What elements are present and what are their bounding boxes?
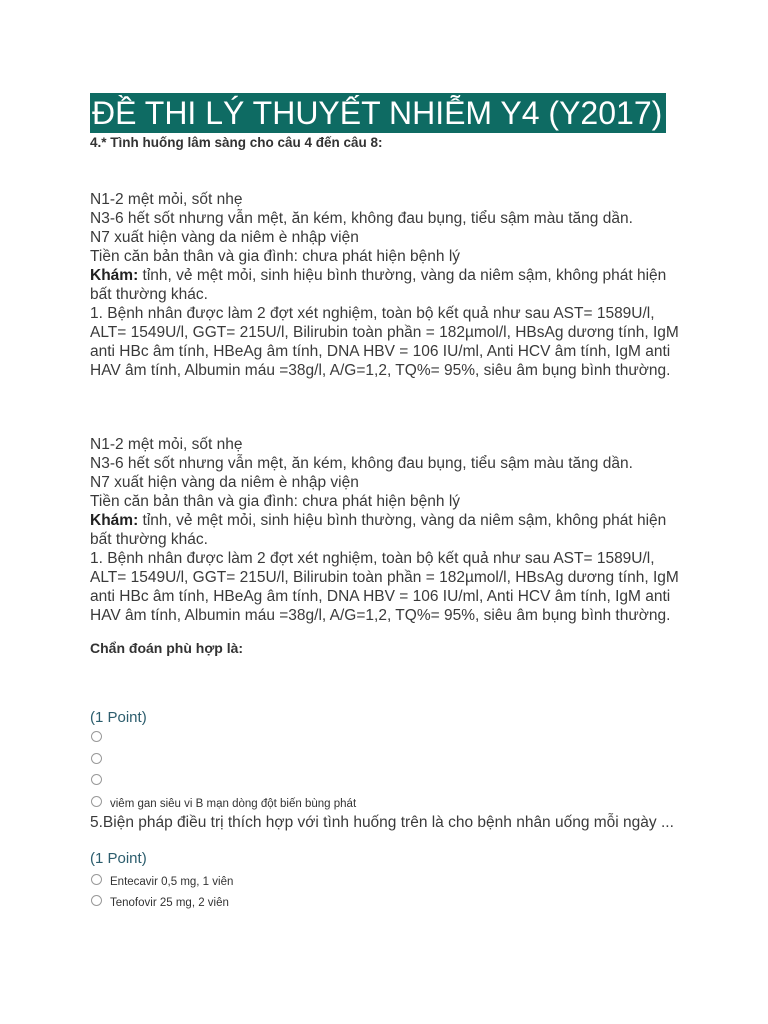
case-exam [90,266,690,304]
question-4-text: Chẩn đoán phù hợp là: [90,640,244,656]
q4-option-4-label: viêm gan siêu vi B mạn dòng đột biến bùng phát [110,798,357,810]
exam-text: tỉnh, vẻ mệt mỏi, sinh hiệu bình thường, vàng da niêm sậm, không phát hiện bất thường khác. [90,267,667,303]
case-block-2 [90,435,690,625]
case-heading: 4.* Tình huống lâm sàng cho câu 4 đến câu 8: [90,135,383,150]
case-block-1 [90,190,690,380]
case-labs: 1. Bệnh nhân được làm 2 đợt xét nghiệm, toàn bộ kết quả như sau AST= 1589U/l, ALT= 1549U/l, GGT= 215U/l, Bilirubin toàn phần = 182µmol/l, HBsAg dương tính, IgM anti HBc âm tính, HBeAg âm tính, DNA HBV = 106 IU/ml, Anti HCV âm tính, IgM anti HAV âm tính, Albumin máu =38g/l, A/G=1,2, TQ%= 95%, siêu âm bụng bình thường. [90,550,679,624]
question-4-points: (1 Point) [90,709,147,726]
exam-label: Khám: [90,267,139,284]
case-line-4: Tiền căn bản thân và gia đình: chưa phát hiện bệnh lý [90,248,461,265]
q4-option-2-radio[interactable] [91,753,102,764]
case-labs: 1. Bệnh nhân được làm 2 đợt xét nghiệm, toàn bộ kết quả như sau AST= 1589U/l, ALT= 1549U/l, GGT= 215U/l, Bilirubin toàn phần = 182µmol/l, HBsAg dương tính, IgM anti HBc âm tính, HBeAg âm tính, DNA HBV = 106 IU/ml, Anti HCV âm tính, IgM anti HAV âm tính, Albumin máu =38g/l, A/G=1,2, TQ%= 95%, siêu âm bụng bình thường. [90,305,679,379]
case-line-3: N7 xuất hiện vàng da niêm è nhập viện [90,474,359,491]
exam-text: tỉnh, vẻ mệt mỏi, sinh hiệu bình thường, vàng da niêm sậm, không phát hiện bất thường khác. [90,512,667,548]
q4-option-1-radio[interactable] [91,731,102,742]
exam-label: Khám: [90,512,139,529]
case-line-4: Tiền căn bản thân và gia đình: chưa phát hiện bệnh lý [90,493,461,510]
q4-option-3-radio[interactable] [91,774,102,785]
q5-option-1-radio[interactable] [91,874,102,885]
q5-option-2-label: Tenofovir 25 mg, 2 viên [110,897,229,909]
q5-option-2-radio[interactable] [91,895,102,906]
case-exam [90,511,690,549]
case-line-1: N1-2 mệt mỏi, sốt nhẹ [90,191,243,208]
q5-option-1-label: Entecavir 0,5 mg, 1 viên [110,876,234,888]
case-line-2: N3-6 hết sốt nhưng vẫn mệt, ăn kém, không đau bụng, tiểu sậm màu tăng dần. [90,210,633,227]
case-line-1: N1-2 mệt mỏi, sốt nhẹ [90,436,243,453]
question-5-text: 5.Biện pháp điều trị thích hợp với tình huống trên là cho bệnh nhân uống mỗi ngày ... [90,814,674,831]
q4-option-4-radio[interactable] [91,796,102,807]
page-title: ĐỀ THI LÝ THUYẾT NHIỄM Y4 (Y2017) [90,93,666,133]
case-line-2: N3-6 hết sốt nhưng vẫn mệt, ăn kém, không đau bụng, tiểu sậm màu tăng dần. [90,455,633,472]
case-line-3: N7 xuất hiện vàng da niêm è nhập viện [90,229,359,246]
question-5-points: (1 Point) [90,850,147,867]
